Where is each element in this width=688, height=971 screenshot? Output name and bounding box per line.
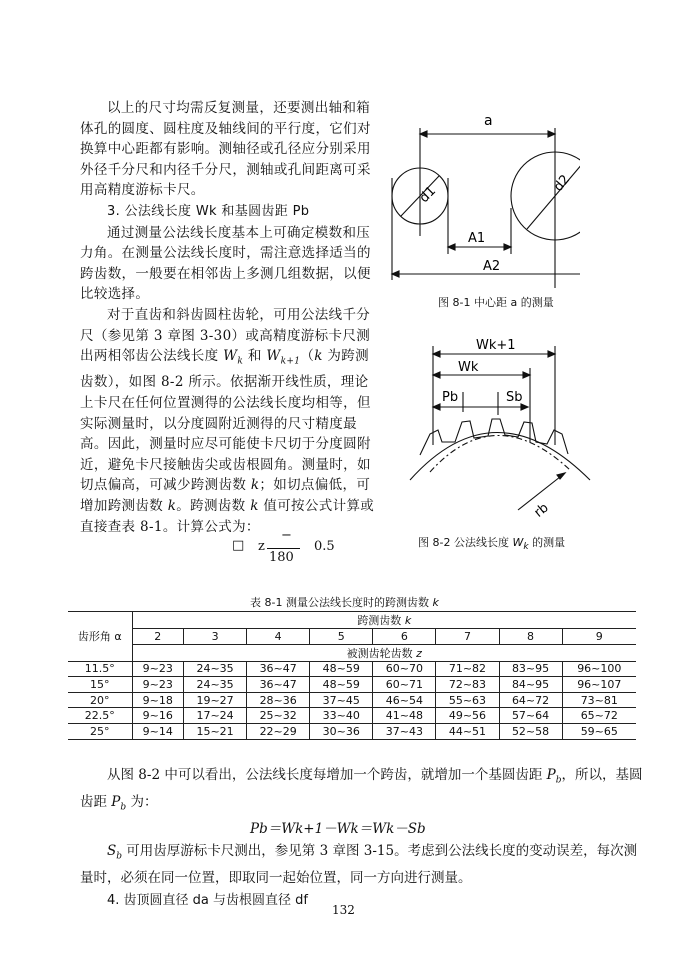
symbol-s: S <box>107 842 117 859</box>
formula-numerator: − <box>281 528 292 543</box>
fraction-bar <box>267 548 300 549</box>
range-cell: 24~35 <box>184 661 247 677</box>
caption-text: 的测量 <box>528 536 566 549</box>
range-cell: 52~58 <box>499 723 562 739</box>
range-cell: 9~16 <box>132 708 184 724</box>
lower-paragraph-1 <box>80 765 645 819</box>
header-z <box>132 644 636 661</box>
lower-paragraph-2 <box>80 841 645 890</box>
text-run: 为： <box>126 794 158 811</box>
text-run: 。跨测齿数 <box>176 497 251 514</box>
figure-8-2 <box>400 330 600 530</box>
alpha-cell: 25° <box>68 723 132 739</box>
range-cell: 57~64 <box>499 708 562 724</box>
alpha-cell: 15° <box>68 677 132 693</box>
range-cell: 9~23 <box>132 677 184 693</box>
symbol-sub: b <box>120 802 127 813</box>
range-cell: 46~54 <box>373 692 436 708</box>
symbol-w: W <box>266 348 281 365</box>
range-cell: 22~29 <box>247 723 310 739</box>
k-header-cell: 4 <box>247 629 310 645</box>
table-row <box>68 723 636 739</box>
k-header-cell: 3 <box>184 629 247 645</box>
label-wk: Wk <box>458 360 479 375</box>
text-run: 从图 8-2 中可以看出，公法线长度每增加一个跨齿，就增加一个基圆齿距 <box>107 767 547 783</box>
range-cell: 60~70 <box>373 661 436 677</box>
k-header-cell: 6 <box>373 629 436 645</box>
table-row <box>68 708 636 724</box>
range-cell: 17~24 <box>184 708 247 724</box>
range-cell: 48~59 <box>310 661 373 677</box>
label-pb: Pb <box>442 390 459 405</box>
intro-paragraph <box>80 98 375 537</box>
formula-denominator: 180 <box>269 550 294 565</box>
symbol-sub: k <box>237 356 244 367</box>
range-cell: 37~43 <box>373 723 436 739</box>
caption-text: 表 8-1 测量公法线长度时的跨测齿数 <box>250 596 433 609</box>
text-run: ，所以，基圆齿距 <box>80 767 643 811</box>
range-cell: 84~95 <box>499 677 562 693</box>
figure-8-1 <box>380 108 580 288</box>
range-cell: 60~71 <box>373 677 436 693</box>
range-cell: 49~56 <box>436 708 499 724</box>
text-run: （ <box>300 348 315 365</box>
label-a: a <box>484 113 493 129</box>
range-cell: 73~81 <box>562 692 636 708</box>
range-cell: 25~32 <box>247 708 310 724</box>
range-cell: 71~82 <box>436 661 499 677</box>
lower-equation: Pb＝Wk+1－Wk＝Wk－Sb <box>250 821 426 838</box>
symbol-w: W <box>223 348 238 365</box>
header-symbol: k <box>404 614 412 627</box>
range-cell: 19~27 <box>184 692 247 708</box>
range-cell: 96~100 <box>562 661 636 677</box>
alpha-cell: 11.5° <box>68 661 132 677</box>
section-3-paragraph-a: 通过测量公法线长度基本上可确定模数和压力角。在测量公法线长度时，需注意选择适当的跨齿数，一般要在相邻齿上多测几组数据，以便比较选择。 <box>80 224 371 303</box>
page-number: 132 <box>332 903 355 917</box>
label-d1: d1 <box>416 183 440 206</box>
range-cell: 24~35 <box>184 677 247 693</box>
section-3-paragraph-b <box>80 305 375 537</box>
k-header-cell: 7 <box>436 629 499 645</box>
label-wk1: Wk+1 <box>476 338 516 353</box>
range-cell: 30~36 <box>310 723 373 739</box>
section-3-heading: 3. 公法线长度 Wk 和基圆齿距 Pb <box>107 203 310 219</box>
intro-text: 以上的尺寸均需反复测量，还要测出轴和箱体孔的圆度、圆柱度及轴线间的平行度，它们对换算中心距都有影响。测轴径或孔径应分别采用外径千分尺和内径千分尺，测轴或孔间距离可采用高精度游标卡尺。 <box>80 100 371 199</box>
symbol-sub: b <box>555 775 562 786</box>
range-cell: 33~40 <box>310 708 373 724</box>
range-cell: 36~47 <box>247 677 310 693</box>
range-cell: 37~45 <box>310 692 373 708</box>
header-alpha: 齿形角 α <box>68 612 132 662</box>
range-cell: 96~107 <box>562 677 636 693</box>
range-cell: 9~18 <box>132 692 184 708</box>
range-cell: 55~63 <box>436 692 499 708</box>
label-A1: A1 <box>468 231 486 246</box>
symbol-p: P <box>111 794 121 811</box>
figure-8-1-caption: 图 8-1 中心距 a 的测量 <box>438 296 554 309</box>
table-row <box>68 661 636 677</box>
text-run: 和 <box>243 348 267 365</box>
range-cell: 59~65 <box>562 723 636 739</box>
formula-tail: 0.5 <box>314 539 335 554</box>
header-symbol: z <box>416 646 422 660</box>
range-cell: 72~83 <box>436 677 499 693</box>
range-cell: 36~47 <box>247 661 310 677</box>
range-cell: 65~72 <box>562 708 636 724</box>
caption-symbol: W <box>512 536 524 549</box>
range-cell: 9~14 <box>132 723 184 739</box>
k-header-cell: 9 <box>562 629 636 645</box>
range-cell: 41~48 <box>373 708 436 724</box>
alpha-cell: 22.5° <box>68 708 132 724</box>
k-header-cell: 8 <box>499 629 562 645</box>
symbol-sub: k+1 <box>280 356 301 367</box>
alpha-cell: 20° <box>68 692 132 708</box>
symbol-sub: b <box>116 851 123 862</box>
text-run: 为跨测齿数），如图 8-2 所示。依据渐开线性质，理论上卡尺在任何位置测得的公法线长度均相等，但实际测量时，以分度圆附近测得的尺寸精度最高。因此，测量时应尽可能使卡尺切于分度圆附近，避免卡尺接触齿尖或齿根圆角。测量时，如切点偏高，可减少跨测齿数 <box>80 348 371 494</box>
range-cell: 44~51 <box>436 723 499 739</box>
header-text: 跨测齿数 <box>357 614 405 627</box>
formula-box: □ <box>232 538 245 553</box>
text-run: 对于直齿和斜齿圆柱齿轮，可用公法线千分尺（参见第 3 章图 3-30）或高精度游标卡尺测出两相邻齿公法线长度 <box>80 306 371 365</box>
table-8-1 <box>68 611 636 740</box>
text-run: ；如切点偏低，可增加跨测齿数 <box>80 477 371 514</box>
label-sb: Sb <box>506 390 523 405</box>
range-cell: 83~95 <box>499 661 562 677</box>
caption-symbol: k <box>432 596 439 609</box>
symbol-k: k <box>314 348 323 365</box>
formula <box>232 528 352 572</box>
range-cell: 15~21 <box>184 723 247 739</box>
text-run: 可用齿厚游标卡尺测出，参见第 3 章图 3-15。考虑到公法线长度的变动误差，每次测量时，必须在同一位置，即取同一起始位置，同一方向进行测量。 <box>80 842 638 887</box>
table-row <box>68 692 636 708</box>
figure-8-2-caption <box>418 534 565 552</box>
table-row <box>68 677 636 693</box>
range-cell: 28~36 <box>247 692 310 708</box>
symbol-k: k <box>250 497 259 514</box>
table-8-1-caption <box>250 594 439 610</box>
lower-paragraphs <box>80 765 645 911</box>
label-d2: d2 <box>551 172 574 195</box>
section-4-heading: 4. 齿顶圆直径 da 与齿根圆直径 df <box>107 892 308 908</box>
k-header-cell: 2 <box>132 629 184 645</box>
label-rb: rb <box>531 500 552 521</box>
symbol-p: P <box>546 767 556 783</box>
symbol-k: k <box>250 477 260 494</box>
symbol-k: k <box>167 497 177 514</box>
range-cell: 48~59 <box>310 677 373 693</box>
range-cell: 9~23 <box>132 661 184 677</box>
formula-z: z <box>258 539 265 554</box>
range-cell: 64~72 <box>499 692 562 708</box>
header-span <box>132 612 636 629</box>
header-text: 被测齿轮齿数 <box>346 646 417 660</box>
caption-sub: k <box>523 542 529 553</box>
text-run: 值可按公式计算或直接查表 8-1。计算公式为： <box>80 497 375 535</box>
k-header-cell: 5 <box>310 629 373 645</box>
caption-text: 图 8-2 公法线长度 <box>418 536 513 549</box>
label-A2: A2 <box>483 259 501 274</box>
